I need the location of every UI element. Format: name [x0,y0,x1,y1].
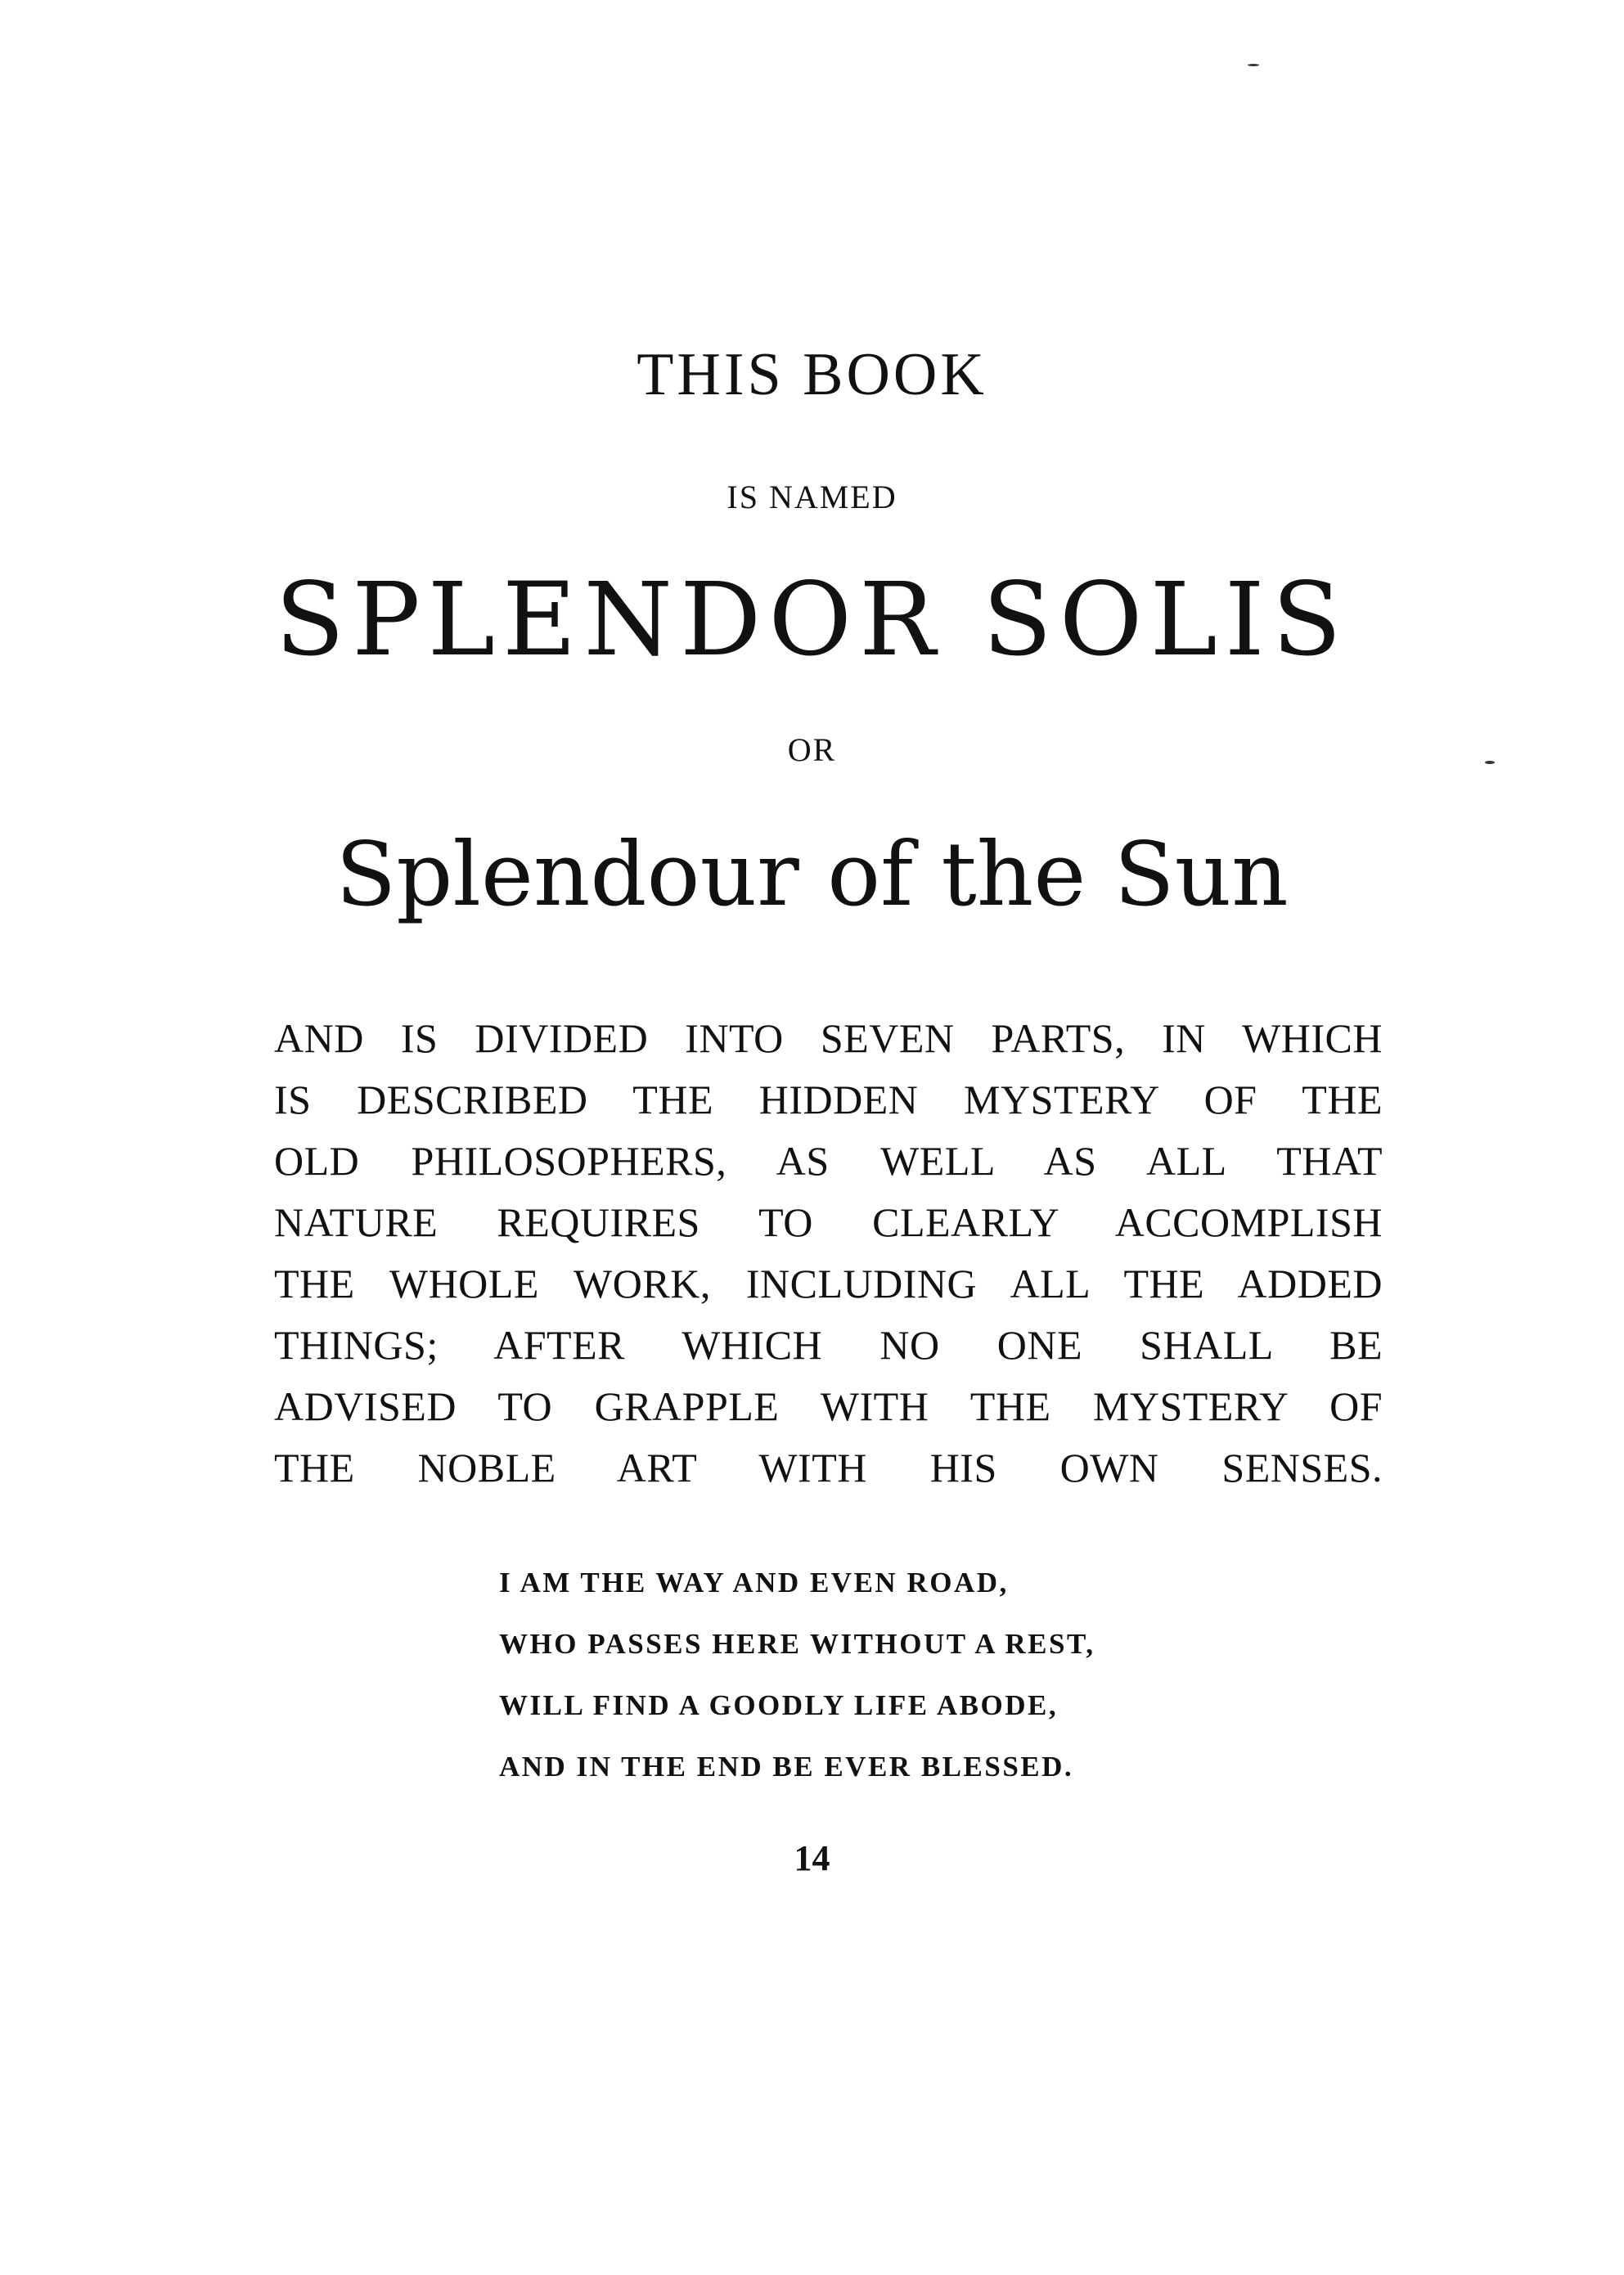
heading-this-book: THIS BOOK [637,341,987,408]
verse-line: WILL FIND A GOODLY LIFE ABODE, [499,1689,1059,1721]
is-named-line: IS NAMED [727,479,897,515]
description-line: THE NOBLE ART WITH HIS OWN SENSES. [274,1445,1383,1490]
page-number: 14 [794,1838,830,1878]
verse-line: I AM THE WAY AND EVEN ROAD, [499,1567,1009,1598]
book-title: SPLENDOR SOLIS [275,561,1349,679]
description-line: ADVISED TO GRAPPLE WITH THE MYSTERY OF [274,1383,1383,1429]
verse-block [499,1552,1095,1797]
or-line: OR [787,731,837,768]
description-line: THINGS; AFTER WHICH NO ONE SHALL BE [274,1322,1383,1368]
scan-speck [1248,64,1259,66]
description-line: AND IS DIVIDED INTO SEVEN PARTS, IN WHICH [274,1015,1383,1061]
description-paragraph [274,1008,1383,1499]
description-line: NATURE REQUIRES TO CLEARLY ACCOMPLISH [274,1199,1383,1245]
scan-speck [1485,761,1495,764]
description-line: IS DESCRIBED THE HIDDEN MYSTERY OF THE [274,1077,1383,1122]
verse-line: WHO PASSES HERE WITHOUT A REST, [499,1628,1095,1660]
book-subtitle: Splendour of the Sun [335,824,1289,926]
description-line: THE WHOLE WORK, INCLUDING ALL THE ADDED [274,1261,1383,1306]
description-line: OLD PHILOSOPHERS, AS WELL AS ALL THAT [274,1138,1383,1184]
verse-line: AND IN THE END BE EVER BLESSED. [499,1751,1074,1783]
